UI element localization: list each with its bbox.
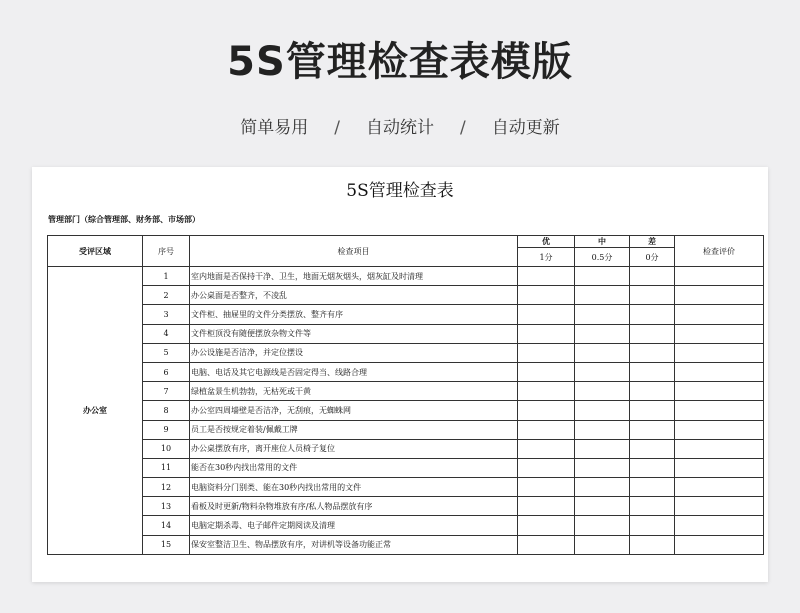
eval-cell[interactable] (675, 267, 764, 286)
row-item: 看板及时更新/物料杂物堆放有序/私人物品摆放有序 (190, 497, 518, 516)
row-item: 办公室四周墙壁是否洁净，无刮痕，无蜘蛛网 (190, 401, 518, 420)
score-cell-bad[interactable] (630, 382, 675, 401)
table-row (48, 516, 764, 535)
table-row (48, 458, 764, 477)
score-cell-mid[interactable] (575, 401, 630, 420)
row-number: 14 (143, 516, 190, 535)
score-cell-good[interactable] (518, 401, 575, 420)
table-row (48, 401, 764, 420)
score-cell-bad[interactable] (630, 324, 675, 343)
score-cell-good[interactable] (518, 497, 575, 516)
header-mid-score: 0.5分 (575, 248, 630, 267)
score-cell-bad[interactable] (630, 343, 675, 362)
row-item: 绿植盆景生机勃勃，无枯死或干黄 (190, 382, 518, 401)
table-row (48, 267, 764, 286)
score-cell-mid[interactable] (575, 382, 630, 401)
eval-cell[interactable] (675, 420, 764, 439)
eval-cell[interactable] (675, 286, 764, 305)
table-row (48, 497, 764, 516)
row-number: 2 (143, 286, 190, 305)
eval-cell[interactable] (675, 439, 764, 458)
score-cell-mid[interactable] (575, 497, 630, 516)
eval-cell[interactable] (675, 343, 764, 362)
score-cell-mid[interactable] (575, 535, 630, 554)
header-good: 优 (518, 236, 575, 248)
row-number: 1 (143, 267, 190, 286)
score-cell-good[interactable] (518, 535, 575, 554)
eval-cell[interactable] (675, 458, 764, 477)
eval-cell[interactable] (675, 478, 764, 497)
header-area: 受评区域 (48, 236, 143, 267)
header-bad-score: 0分 (630, 248, 675, 267)
score-cell-mid[interactable] (575, 267, 630, 286)
table-row (48, 535, 764, 554)
score-cell-good[interactable] (518, 362, 575, 381)
row-item: 员工是否按规定着装/佩戴工牌 (190, 420, 518, 439)
eval-cell[interactable] (675, 362, 764, 381)
row-item: 能否在30秒内找出常用的文件 (190, 458, 518, 477)
row-item: 保安室整洁卫生、物品摆放有序，对讲机等设备功能正常 (190, 535, 518, 554)
header-good-score: 1分 (518, 248, 575, 267)
score-cell-bad[interactable] (630, 420, 675, 439)
table-row (48, 420, 764, 439)
score-cell-good[interactable] (518, 305, 575, 324)
score-cell-bad[interactable] (630, 362, 675, 381)
score-cell-mid[interactable] (575, 305, 630, 324)
subtitle-separator: / (334, 118, 340, 138)
row-number: 11 (143, 458, 190, 477)
row-number: 3 (143, 305, 190, 324)
row-number: 7 (143, 382, 190, 401)
score-cell-bad[interactable] (630, 305, 675, 324)
score-cell-bad[interactable] (630, 439, 675, 458)
score-cell-mid[interactable] (575, 458, 630, 477)
score-cell-bad[interactable] (630, 286, 675, 305)
page-title: 5S管理检查表模版 (227, 39, 573, 85)
table-row (48, 343, 764, 362)
score-cell-bad[interactable] (630, 458, 675, 477)
header-seq: 序号 (143, 236, 190, 267)
row-number: 10 (143, 439, 190, 458)
row-number: 12 (143, 478, 190, 497)
checklist-table (47, 235, 764, 555)
score-cell-mid[interactable] (575, 362, 630, 381)
eval-cell[interactable] (675, 324, 764, 343)
row-item: 室内地面是否保持干净、卫生，地面无烟灰烟头，烟灰缸及时清理 (190, 267, 518, 286)
row-item: 办公设施是否洁净，并定位摆设 (190, 343, 518, 362)
score-cell-good[interactable] (518, 267, 575, 286)
eval-cell[interactable] (675, 535, 764, 554)
sheet-title: 5S管理检查表 (346, 181, 454, 201)
score-cell-mid[interactable] (575, 343, 630, 362)
score-cell-mid[interactable] (575, 478, 630, 497)
header-item: 检查项目 (190, 236, 518, 267)
header-bad: 差 (630, 236, 675, 248)
score-cell-bad[interactable] (630, 401, 675, 420)
score-cell-good[interactable] (518, 420, 575, 439)
score-cell-bad[interactable] (630, 497, 675, 516)
score-cell-mid[interactable] (575, 324, 630, 343)
row-number: 4 (143, 324, 190, 343)
area-cell: 办公室 (48, 267, 143, 555)
table-row (48, 439, 764, 458)
row-item: 电脑资料分门别类、能在30秒内找出常用的文件 (190, 478, 518, 497)
score-cell-good[interactable] (518, 286, 575, 305)
row-item: 文件柜、抽屉里的文件分类摆放、整齐有序 (190, 305, 518, 324)
score-cell-mid[interactable] (575, 516, 630, 535)
row-number: 13 (143, 497, 190, 516)
subtitle-item-auto-stats: 自动统计 (366, 118, 434, 138)
row-item: 电脑定期杀毒、电子邮件定期阅读及清理 (190, 516, 518, 535)
eval-cell[interactable] (675, 401, 764, 420)
table-row (48, 478, 764, 497)
score-cell-bad[interactable] (630, 516, 675, 535)
score-cell-good[interactable] (518, 343, 575, 362)
score-cell-good[interactable] (518, 478, 575, 497)
row-item: 电脑、电话及其它电源线是否固定得当、线路合理 (190, 362, 518, 381)
subtitle-item-auto-update: 自动更新 (491, 118, 560, 138)
row-item: 文件柜顶没有随便摆放杂物文件等 (190, 324, 518, 343)
department-label: 管理部门（综合管理部、财务部、市场部） (48, 214, 200, 224)
score-cell-bad[interactable] (630, 535, 675, 554)
row-number: 9 (143, 420, 190, 439)
score-cell-good[interactable] (518, 324, 575, 343)
score-cell-good[interactable] (518, 439, 575, 458)
table-row (48, 324, 764, 343)
score-cell-mid[interactable] (575, 286, 630, 305)
header-eval: 检查评价 (675, 236, 764, 267)
eval-cell[interactable] (675, 305, 764, 324)
page-subtitle (0, 113, 800, 138)
checklist-body (48, 267, 764, 555)
score-cell-good[interactable] (518, 458, 575, 477)
header-mid: 中 (575, 236, 630, 248)
subtitle-item-easy: 简单易用 (240, 118, 309, 138)
score-cell-mid[interactable] (575, 420, 630, 439)
table-row (48, 305, 764, 324)
table-row (48, 286, 764, 305)
score-cell-bad[interactable] (630, 478, 675, 497)
eval-cell[interactable] (675, 382, 764, 401)
row-number: 15 (143, 535, 190, 554)
row-item: 办公桌面是否整齐，不凌乱 (190, 286, 518, 305)
row-number: 6 (143, 362, 190, 381)
eval-cell[interactable] (675, 516, 764, 535)
score-cell-good[interactable] (518, 516, 575, 535)
score-cell-bad[interactable] (630, 267, 675, 286)
row-item: 办公桌摆放有序，离开座位人员椅子复位 (190, 439, 518, 458)
table-row (48, 382, 764, 401)
score-cell-good[interactable] (518, 382, 575, 401)
score-cell-mid[interactable] (575, 439, 630, 458)
row-number: 5 (143, 343, 190, 362)
row-number: 8 (143, 401, 190, 420)
eval-cell[interactable] (675, 497, 764, 516)
table-row (48, 362, 764, 381)
subtitle-separator: / (460, 118, 466, 138)
checklist-sheet (32, 167, 768, 582)
